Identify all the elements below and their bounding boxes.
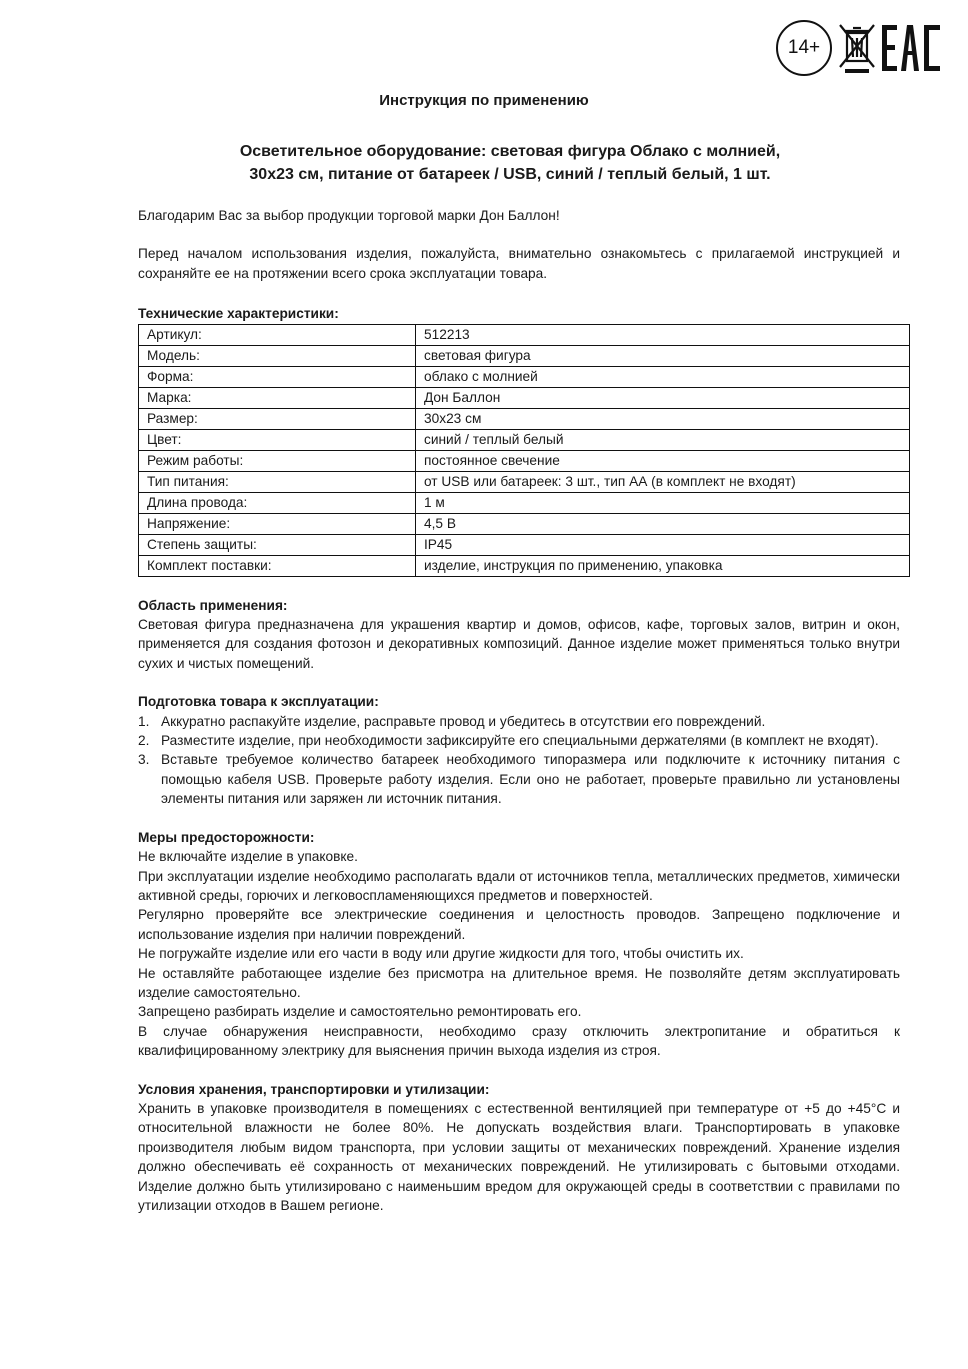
instruction-body	[138, 206, 900, 1215]
spec-key: Напряжение:	[139, 513, 416, 534]
specs-table	[138, 324, 910, 577]
spec-value: IP45	[416, 534, 910, 555]
spec-value: от USB или батареек: 3 шт., тип АА (в комплект не входят)	[416, 471, 910, 492]
spec-value: Дон Баллон	[416, 387, 910, 408]
spec-key: Тип питания:	[139, 471, 416, 492]
list-item	[138, 731, 900, 750]
table-row	[139, 408, 910, 429]
step-number: 1.	[138, 713, 150, 729]
spec-key: Степень защиты:	[139, 534, 416, 555]
table-row	[139, 429, 910, 450]
spec-value: облако с молнией	[416, 366, 910, 387]
spec-value: 512213	[416, 324, 910, 345]
spec-key: Цвет:	[139, 429, 416, 450]
storage-heading: Условия хранения, транспортировки и утилизации:	[138, 1081, 490, 1097]
spec-key: Длина провода:	[139, 492, 416, 513]
spec-key: Размер:	[139, 408, 416, 429]
spec-value: 30x23 см	[416, 408, 910, 429]
step-number: 3.	[138, 752, 150, 768]
eac-mark-icon	[882, 23, 942, 73]
table-row	[139, 366, 910, 387]
spec-value: 1 м	[416, 492, 910, 513]
table-row	[139, 534, 910, 555]
spec-key: Режим работы:	[139, 450, 416, 471]
table-row	[139, 513, 910, 534]
age-rating-label: 14+	[787, 37, 821, 58]
precaution-item: Не оставляйте работающее изделие без присмотра на длительное время. Не позволяйте детям эксплуатировать изделие самостоятельно.	[138, 965, 900, 1000]
precaution-item: В случае обнаружения неисправности, необходимо сразу отключить электропитание и обратиться к квалифицированному электрику для выяснения причин выхода изделия из строя.	[138, 1023, 900, 1059]
table-row	[139, 324, 910, 345]
list-item	[138, 750, 900, 808]
product-title-line-2: 30x23 см, питание от батареек / USB, синий / теплый белый, 1 шт.	[249, 166, 771, 183]
step-number: 2.	[138, 733, 150, 749]
product-title-line-1: Осветительное оборудование: световая фигура Облако с молнией,	[239, 143, 781, 160]
document-title: Инструкция по применению	[379, 92, 589, 109]
spec-key: Марка:	[139, 387, 416, 408]
spec-value: изделие, инструкция по применению, упаковка	[416, 555, 910, 576]
precaution-item: Не погружайте изделие или его части в воду или другие жидкости для того, чтобы очистить их.	[138, 946, 744, 962]
specs-heading: Технические характеристики:	[138, 306, 339, 322]
spec-value: постоянное свечение	[416, 450, 910, 471]
preparation-steps	[138, 712, 900, 809]
table-row	[139, 387, 910, 408]
step-text: Вставьте требуемое количество батареек необходимого типоразмера или подключите к источнику питания с помощью кабеля USB. Проверьте работу изделия. Если оно не работает, проверьте правильно ли установлены элементы питания или заряжен ли источник питания.	[161, 752, 900, 807]
application-text: Световая фигура предназначена для украшения квартир и домов, офисов, кафе, торговых залов, витрин и окон, применяется для создания фотозон и декоративных композиций. Данное изделие может применяться только внутри сухих и чистых помещений.	[138, 617, 900, 671]
age-rating-badge	[776, 20, 832, 76]
spec-key: Форма:	[139, 366, 416, 387]
table-row	[139, 450, 910, 471]
step-text: Разместите изделие, при необходимости зафиксируйте его специальными держателями (в комплект не входят).	[161, 733, 879, 749]
product-title	[120, 140, 900, 186]
table-row	[139, 345, 910, 366]
table-row	[139, 492, 910, 513]
spec-key: Модель:	[139, 345, 416, 366]
thanks-text: Благодарим Вас за выбор продукции торговой марки Дон Баллон!	[138, 208, 560, 223]
spec-value: синий / теплый белый	[416, 429, 910, 450]
table-row	[139, 555, 910, 576]
precautions-heading: Меры предосторожности:	[138, 829, 315, 845]
storage-text: Хранить в упаковке производителя в помещениях с естественной вентиляцией при температуре от +5 до +45°С и относительной влажности не более 80%. Не допускать воздействия влаги. Транспортировать в упаковке производителя любым видом транспорта, при условии защиты от механических повреждений. Хранение изделия должно обеспечивать её сохранность от механических повреждений. Не утилизировать с бытовыми отходами. Изделие должно быть утилизировано с наименьшим вредом для окружающей среды в соответствии с правилами по утилизации отходов в Вашем регионе.	[138, 1100, 900, 1213]
spec-key: Артикул:	[139, 324, 416, 345]
application-heading: Область применения:	[138, 597, 288, 613]
crossed-bin-icon	[838, 21, 876, 75]
list-item	[138, 712, 900, 731]
precaution-item: Запрещено разбирать изделие и самостоятельно ремонтировать его.	[138, 1004, 582, 1020]
spec-key: Комплект поставки:	[139, 555, 416, 576]
preparation-heading: Подготовка товара к эксплуатации:	[138, 694, 379, 710]
precaution-item: Регулярно проверяйте все электрические соединения и целостность проводов. Запрещено подключение и использование изделия при наличии повреждений.	[138, 907, 900, 942]
step-text: Аккуратно распакуйте изделие, расправьте провод и убедитесь в отсутствии его повреждений.	[161, 713, 766, 729]
table-row	[139, 471, 910, 492]
precaution-item: Не включайте изделие в упаковке.	[138, 849, 358, 865]
notice-text: Перед началом использования изделия, пожалуйста, внимательно ознакомьтесь с прилагаемой инструкцией и сохраняйте ее на протяжении всего срока эксплуатации товара.	[138, 246, 900, 281]
certification-marks	[776, 20, 942, 76]
spec-value: 4,5 В	[416, 513, 910, 534]
spec-value: световая фигура	[416, 345, 910, 366]
precaution-item: При эксплуатации изделие необходимо располагать вдали от источников тепла, металлических предметов, химически активной среды, горючих и легковоспламеняющихся предметов и поверхностей.	[138, 868, 900, 903]
